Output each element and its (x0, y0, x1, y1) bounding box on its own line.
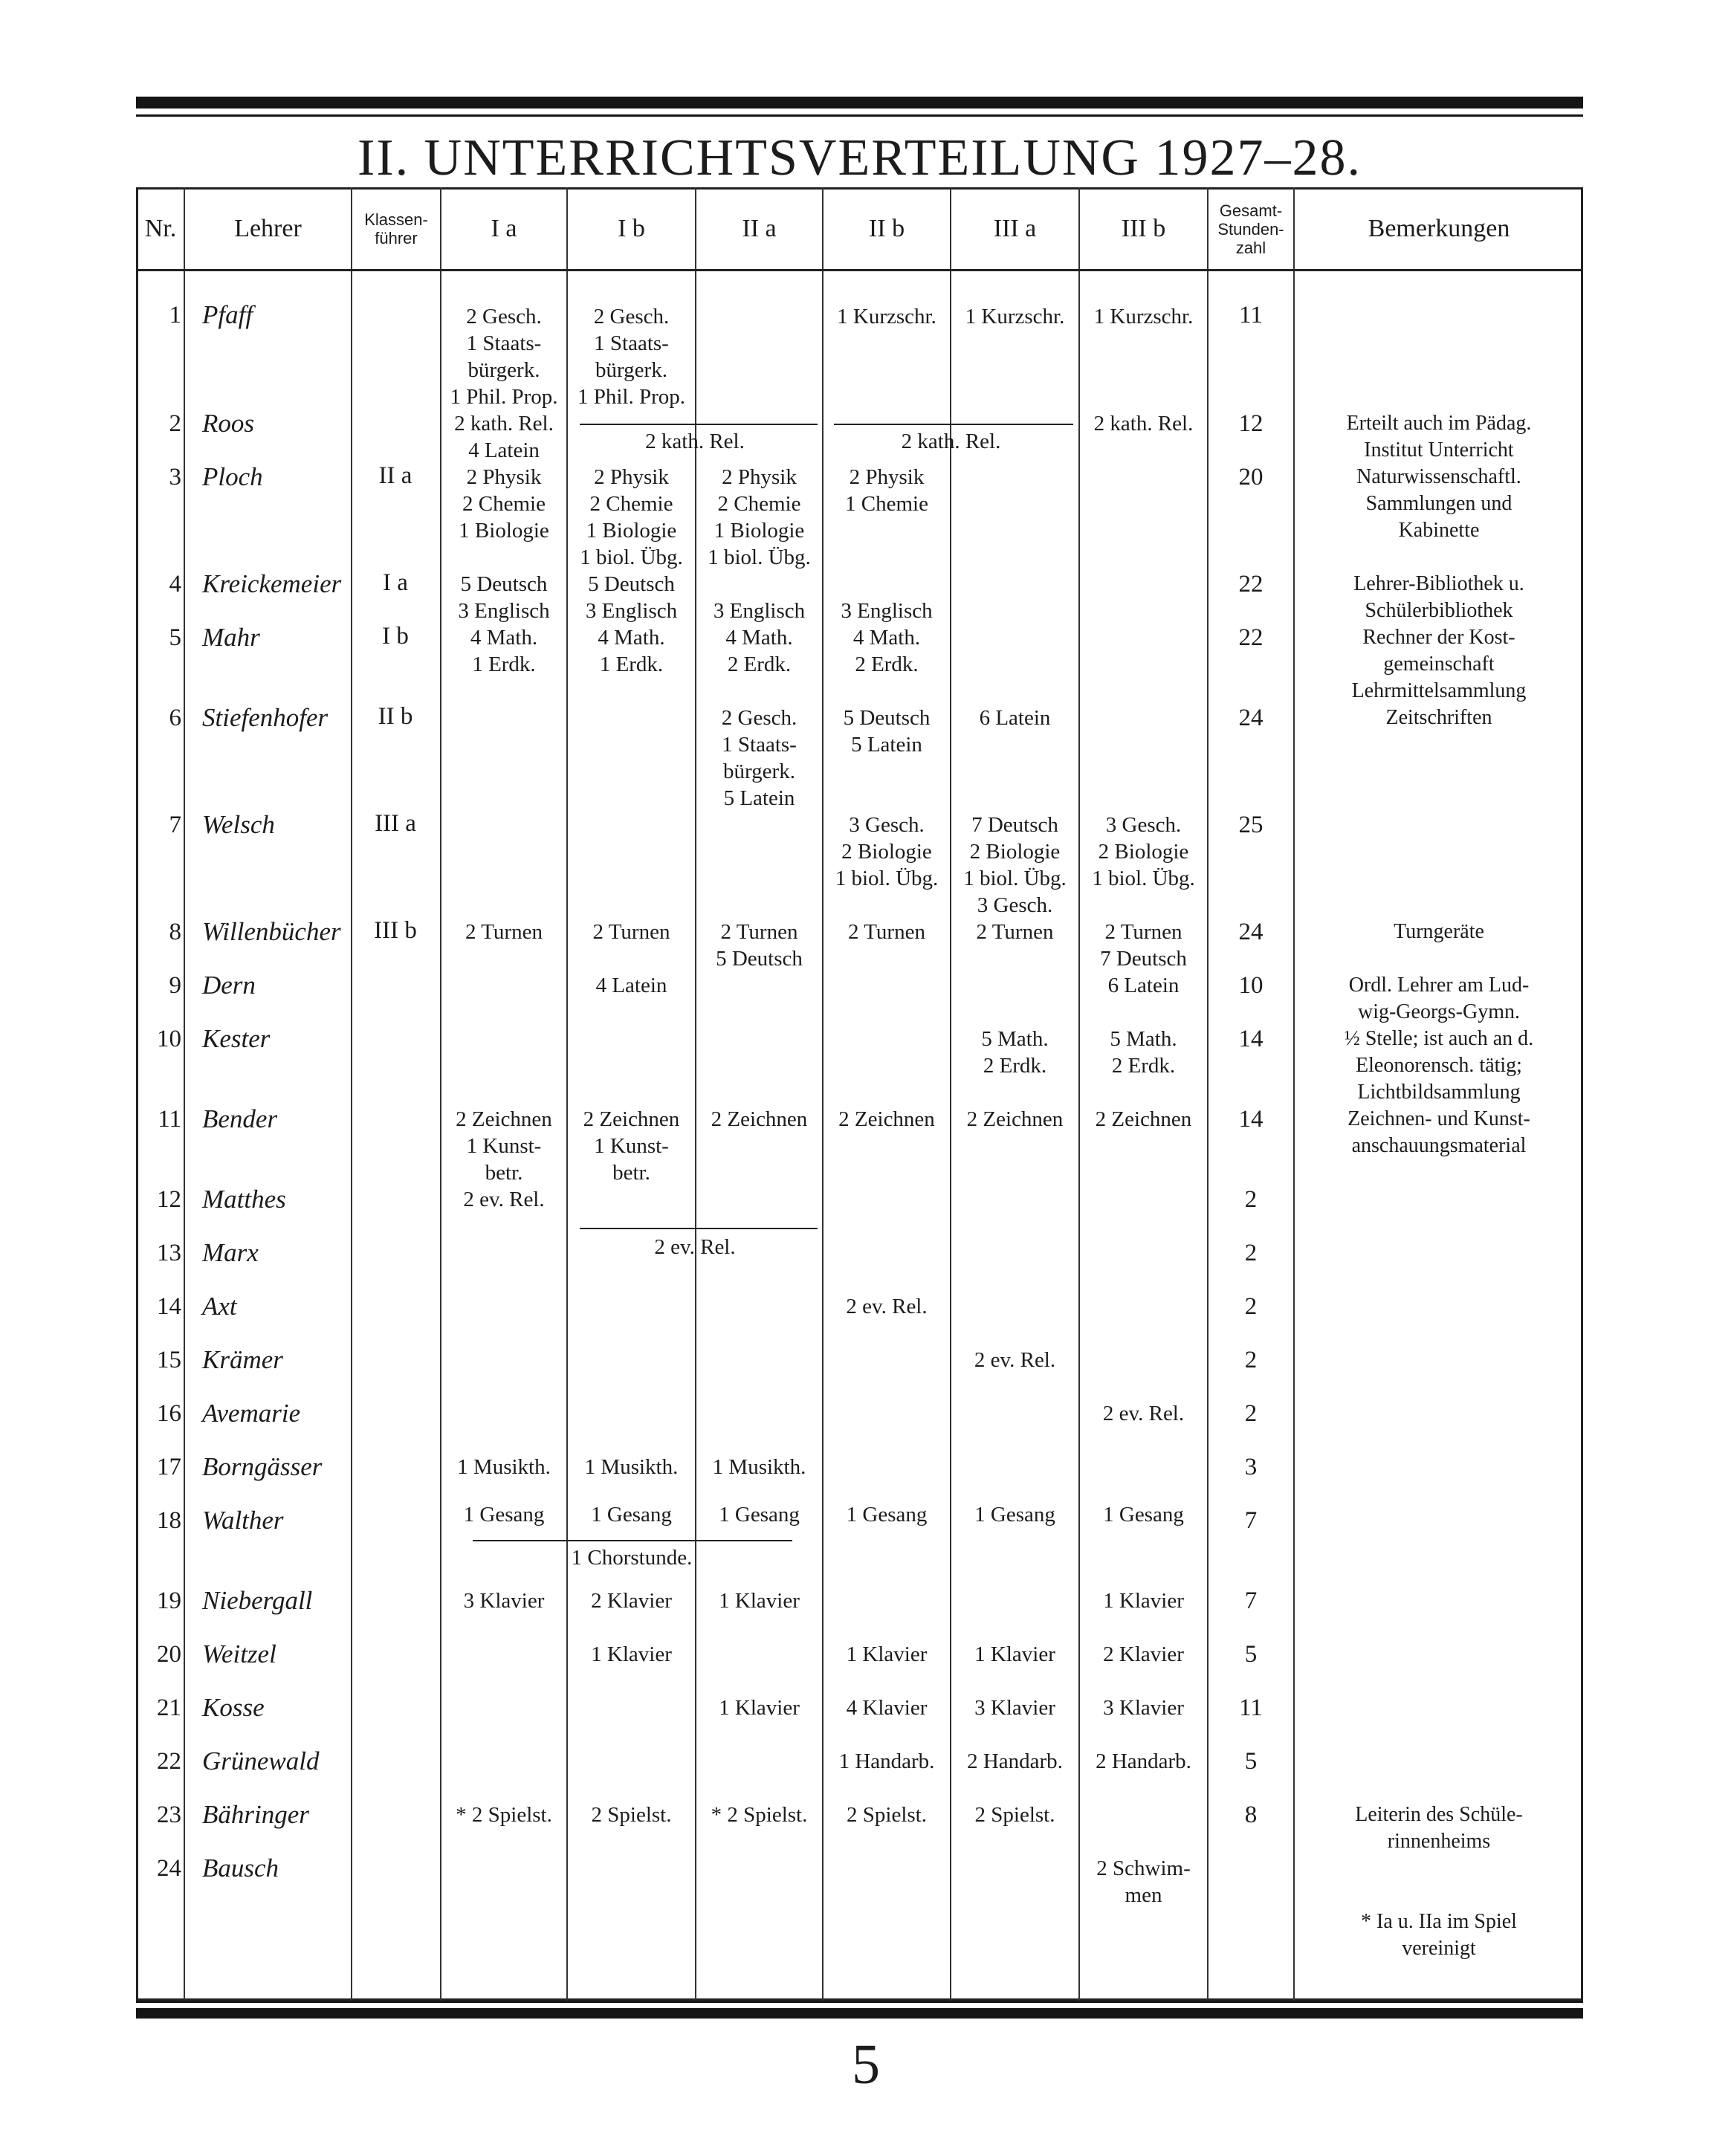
total-hours: 7 (1244, 1587, 1258, 1614)
cell-walther-iib: 1 Gesang (846, 1503, 928, 1527)
cell-welsch-iib: 3 Gesch. 2 Biologie 1 biol. Übg. (835, 813, 939, 890)
header-class-iiia: III a (993, 215, 1037, 242)
header-class-iiib: III b (1121, 215, 1166, 242)
teacher-name: Kreickemeier (202, 569, 342, 598)
cell-weitzel-iiib: 2 Klavier (1103, 1642, 1184, 1666)
remark: Lehrer-Bibliothek u. Schülerbibliothek (1353, 572, 1524, 622)
page-title: II. UNTERRICHTSVERTEILUNG 1927–28. (357, 129, 1362, 187)
remark: Rechner der Kost- gemeinschaft (1362, 626, 1515, 676)
cell-mahr-iib: 4 Math. 2 Erdk. (852, 626, 921, 676)
total-hours: 3 (1244, 1454, 1258, 1480)
cell-pfaff-iiib: 1 Kurzschr. (1093, 305, 1194, 328)
cell-walther-chor: 1 Chorstunde. (571, 1546, 693, 1570)
header-class-ib: I b (618, 215, 645, 242)
row-nr: 2 (169, 410, 181, 437)
cell-pfaff-ia: 2 Gesch. 1 Staats- bürgerk. 1 Phil. Prop. (450, 305, 558, 409)
class-leader: I a (383, 569, 408, 596)
total-hours: 8 (1244, 1801, 1258, 1828)
teacher-name: Axt (202, 1292, 237, 1321)
col-divider (351, 187, 352, 2001)
cell-bender-iib: 2 Zeichnen (838, 1107, 935, 1131)
row-nr: 4 (169, 571, 181, 598)
cell-baehr-iia: * 2 Spielst. (711, 1803, 808, 1827)
total-hours: 12 (1238, 410, 1264, 437)
teacher-name: Ploch (202, 462, 263, 491)
total-hours: 2 (1244, 1347, 1258, 1373)
teacher-name: Marx (202, 1238, 259, 1267)
row-nr: 5 (169, 624, 181, 651)
teacher-name: Bähringer (202, 1800, 309, 1829)
cell-weitzel-ib: 1 Klavier (591, 1642, 672, 1666)
header-total-line: Stunden- (1217, 219, 1284, 239)
total-hours: 2 (1244, 1293, 1258, 1320)
remark: Naturwissenschaftl. Sammlungen und Kabinette (1356, 465, 1521, 542)
teacher-name: Pfaff (202, 300, 253, 329)
cell-avemarie-iiib: 2 ev. Rel. (1102, 1402, 1185, 1425)
row-nr: 19 (157, 1587, 181, 1614)
header-lehrer: Lehrer (234, 215, 302, 242)
cell-baehr-iiia: 2 Spielst. (974, 1803, 1055, 1827)
cell-born-ib: 1 Musikth. (584, 1455, 679, 1479)
row-nr: 16 (157, 1400, 181, 1427)
row-nr: 15 (157, 1347, 181, 1373)
cell-nieb-iiib: 1 Klavier (1103, 1589, 1184, 1613)
cell-pfaff-iiia: 1 Kurzschr. (965, 305, 1065, 328)
cell-ploch-iia: 2 Physik 2 Chemie 1 Biologie 1 biol. Übg. (708, 465, 811, 569)
cell-walther-iiia: 1 Gesang (974, 1503, 1055, 1527)
cell-roos-ia: 2 kath. Rel. 4 Latein (454, 412, 554, 462)
class-leader: III a (375, 810, 416, 837)
remark-footnote: * Ia u. IIa im Spiel vereinigt (1361, 1910, 1517, 1960)
row-nr: 6 (169, 705, 181, 731)
span-bracket (473, 1540, 792, 1541)
row-nr: 24 (157, 1855, 181, 1882)
header-nr: Nr. (144, 215, 177, 242)
total-hours: 10 (1238, 972, 1264, 999)
header-class-iia: II a (742, 215, 777, 242)
remark: Turngeräte (1394, 920, 1484, 943)
cell-kester-iiia: 5 Math. 2 Erdk. (981, 1027, 1049, 1078)
row-nr: 14 (157, 1293, 181, 1320)
cell-kester-iiib: 5 Math. 2 Erdk. (1110, 1027, 1177, 1078)
header-class-ia: I a (491, 215, 517, 242)
col-divider (1078, 187, 1080, 2001)
row-nr: 9 (169, 972, 181, 999)
cell-willen-iiib: 2 Turnen 7 Deutsch 6 Latein (1100, 920, 1187, 997)
cell-gruene-iiia: 2 Handarb. (967, 1749, 1063, 1773)
class-leader: III b (374, 917, 417, 944)
class-leader: I b (382, 623, 409, 650)
row-nr: 3 (169, 464, 181, 491)
remark: Zeichnen- und Kunst- anschauungsmaterial (1347, 1107, 1530, 1157)
row-nr: 11 (158, 1106, 181, 1133)
span-bracket (834, 424, 1073, 425)
cell-ploch-ia: 2 Physik 2 Chemie 1 Biologie (459, 465, 549, 543)
row-nr: 23 (157, 1801, 181, 1828)
teacher-name: Stiefenhofer (202, 703, 329, 732)
teacher-name: Krämer (202, 1345, 283, 1374)
header-total-line: zahl (1235, 238, 1266, 257)
header-total-line: Gesamt- (1219, 201, 1283, 220)
teacher-name: Dern (202, 971, 256, 1000)
cell-nieb-iia: 1 Klavier (719, 1589, 800, 1613)
col-divider (695, 187, 696, 2001)
teacher-name: Kosse (202, 1693, 265, 1722)
cell-marx-ib-iia: 2 ev. Rel. (654, 1235, 736, 1259)
total-hours: 5 (1244, 1748, 1258, 1775)
cell-weitzel-iiia: 1 Klavier (974, 1642, 1055, 1666)
cell-kosse-iiib: 3 Klavier (1103, 1696, 1184, 1720)
total-hours: 22 (1238, 571, 1264, 598)
cell-mahr-iia: 4 Math. 2 Erdk. (725, 626, 793, 676)
remark: Lehrmittelsammlung (1351, 679, 1527, 702)
cell-stief-iia: 2 Gesch. 1 Staats- bürgerk. 5 Latein (721, 706, 797, 810)
total-hours: 24 (1238, 705, 1264, 731)
header-rule (136, 269, 1583, 271)
cell-bender-iiib: 2 Zeichnen (1095, 1107, 1192, 1131)
top-rule-thin (136, 114, 1583, 117)
row-nr: 12 (157, 1186, 181, 1213)
page-number: 5 (852, 2033, 880, 2096)
total-hours: 7 (1244, 1507, 1258, 1534)
span-bracket (580, 424, 818, 425)
remark: Lichtbildsammlung (1357, 1081, 1521, 1104)
teacher-name: Willenbücher (202, 917, 341, 946)
total-hours: 14 (1238, 1106, 1264, 1133)
cell-pfaff-iib: 1 Kurzschr. (837, 305, 936, 328)
cell-bender-ia: 2 Zeichnen 1 Kunst- betr. (456, 1107, 552, 1185)
col-divider (566, 187, 568, 2001)
teacher-name: Roos (202, 409, 254, 438)
row-nr: 22 (157, 1748, 181, 1775)
cell-nieb-ib: 2 Klavier (591, 1589, 672, 1613)
cell-kosse-iib: 4 Klavier (846, 1696, 928, 1720)
cell-stief-iiia: 6 Latein (979, 706, 1051, 730)
header-kf-line: Klassen- (364, 210, 428, 229)
remark: Ordl. Lehrer am Lud- wig-Georgs-Gymn. (1348, 974, 1530, 1023)
cell-walther-ia: 1 Gesang (463, 1503, 545, 1527)
teacher-name: Walther (202, 1506, 284, 1535)
total-hours: 20 (1238, 464, 1264, 491)
cell-walther-ib: 1 Gesang (591, 1503, 672, 1527)
col-divider (822, 187, 824, 2001)
total-hours: 5 (1244, 1641, 1258, 1668)
teacher-name: Matthes (202, 1185, 286, 1214)
header-class-iib: II b (868, 215, 905, 242)
span-bracket (580, 1228, 818, 1229)
header-total (1209, 187, 1293, 271)
teacher-name: Niebergall (202, 1586, 313, 1615)
total-hours: 11 (1239, 1694, 1263, 1721)
cell-bender-ib: 2 Zeichnen 1 Kunst- betr. (583, 1107, 680, 1185)
cell-gruene-iiib: 2 Handarb. (1096, 1749, 1191, 1773)
cell-nieb-ia: 3 Klavier (463, 1589, 545, 1613)
row-nr: 17 (157, 1454, 181, 1480)
teacher-name: Welsch (202, 810, 275, 839)
teacher-name: Borngässer (202, 1452, 323, 1481)
cell-mahr-ib: 4 Math. 1 Erdk. (598, 626, 665, 676)
cell-baehr-iib: 2 Spielst. (847, 1803, 927, 1827)
class-leader: II b (378, 703, 413, 730)
total-hours: 25 (1238, 812, 1264, 838)
total-hours: 2 (1244, 1240, 1258, 1266)
teacher-name: Kester (202, 1024, 271, 1053)
total-hours: 24 (1238, 919, 1264, 945)
cell-kraemer-iiia: 2 ev. Rel. (974, 1348, 1056, 1372)
cell-axt-iib: 2 ev. Rel. (846, 1295, 928, 1318)
cell-bender-iia: 2 Zeichnen (711, 1107, 808, 1131)
teacher-name: Bausch (202, 1854, 279, 1883)
cell-kosse-iia: 1 Klavier (719, 1696, 800, 1720)
cell-welsch-iiia: 7 Deutsch 2 Biologie 1 biol. Übg. 3 Gesch. (963, 813, 1067, 917)
remark: Zeitschriften (1385, 706, 1492, 729)
cell-pfaff-ib: 2 Gesch. 1 Staats- bürgerk. 1 Phil. Prop. (577, 305, 686, 409)
col-divider (1207, 187, 1209, 2001)
cell-weitzel-iib: 1 Klavier (846, 1642, 928, 1666)
cell-matthes-ia: 2 ev. Rel. (463, 1188, 545, 1211)
cell-walther-iiib: 1 Gesang (1103, 1503, 1184, 1527)
cell-roos-ib-iia: 2 kath. Rel. (645, 430, 745, 453)
col-divider (184, 187, 185, 2001)
cell-walther-iia: 1 Gesang (719, 1503, 800, 1527)
total-hours: 22 (1238, 624, 1264, 651)
cell-ploch-ib: 2 Physik 2 Chemie 1 Biologie 1 biol. Übg. (580, 465, 683, 569)
row-nr: 10 (157, 1026, 181, 1052)
cell-welsch-iiib: 3 Gesch. 2 Biologie 1 biol. Übg. (1092, 813, 1195, 890)
cell-mahr-ia: 4 Math. 1 Erdk. (470, 626, 538, 676)
total-hours: 2 (1244, 1400, 1258, 1427)
bottom-rule-thin (136, 2001, 1583, 2003)
row-nr: 1 (169, 302, 181, 328)
teacher-name: Avemarie (202, 1399, 301, 1428)
cell-dern-ib: 4 Latein (595, 974, 667, 997)
teacher-name: Mahr (202, 623, 260, 652)
cell-bausch-iiib: 2 Schwim- men (1096, 1856, 1191, 1907)
teacher-name: Grünewald (202, 1747, 320, 1775)
total-hours: 2 (1244, 1186, 1258, 1213)
cell-baehr-ib: 2 Spielst. (591, 1803, 672, 1827)
header-kf-line: führer (375, 229, 418, 247)
cell-roos-iib-iiia: 2 kath. Rel. (901, 430, 1001, 453)
top-rule-thick (136, 97, 1583, 109)
cell-willen-ib: 2 Turnen (592, 920, 670, 944)
cell-willen-ia: 2 Turnen (465, 920, 543, 944)
cell-kreick-iib: 3 Englisch (841, 599, 933, 623)
total-hours: 14 (1238, 1026, 1264, 1052)
cell-ploch-iib: 2 Physik 1 Chemie (845, 465, 928, 516)
total-hours: 11 (1239, 302, 1263, 328)
class-leader: II a (378, 462, 412, 489)
cell-kreick-ia: 5 Deutsch 3 Englisch (458, 572, 550, 623)
header-klassenfuehrer (352, 187, 440, 271)
remark: Erteilt auch im Pädag. Institut Unterricht (1346, 412, 1532, 462)
cell-kreick-ib: 5 Deutsch 3 Englisch (585, 572, 678, 623)
row-nr: 8 (169, 919, 181, 945)
header-remarks: Bemerkungen (1368, 215, 1510, 242)
row-nr: 13 (157, 1240, 181, 1266)
row-nr: 7 (169, 812, 181, 838)
col-divider (950, 187, 951, 2001)
bottom-rule-thick (136, 2008, 1583, 2019)
remark: Leiterin des Schüle- rinnenheims (1355, 1803, 1523, 1853)
cell-kreick-iia: 3 Englisch (713, 599, 806, 623)
cell-bender-iiia: 2 Zeichnen (966, 1107, 1064, 1131)
teacher-name: Weitzel (202, 1639, 276, 1668)
cell-born-iia: 1 Musikth. (712, 1455, 806, 1479)
remark: ½ Stelle; ist auch an d. Eleonorensch. tätig; (1344, 1027, 1534, 1077)
row-nr: 20 (157, 1641, 181, 1668)
cell-baehr-ia: * 2 Spielst. (456, 1803, 552, 1827)
teacher-name: Bender (202, 1104, 278, 1133)
cell-roos-iiib: 2 kath. Rel. (1093, 412, 1194, 436)
cell-gruene-iib: 1 Handarb. (838, 1749, 935, 1773)
row-nr: 18 (157, 1507, 181, 1534)
cell-born-ia: 1 Musikth. (457, 1455, 551, 1479)
cell-willen-iia: 2 Turnen 5 Deutsch (716, 920, 803, 971)
cell-willen-iib: 2 Turnen (848, 920, 925, 944)
cell-willen-iiia: 2 Turnen (976, 920, 1054, 944)
cell-kosse-iiia: 3 Klavier (974, 1696, 1055, 1720)
row-nr: 21 (157, 1694, 181, 1721)
cell-stief-iib: 5 Deutsch 5 Latein (843, 706, 931, 757)
